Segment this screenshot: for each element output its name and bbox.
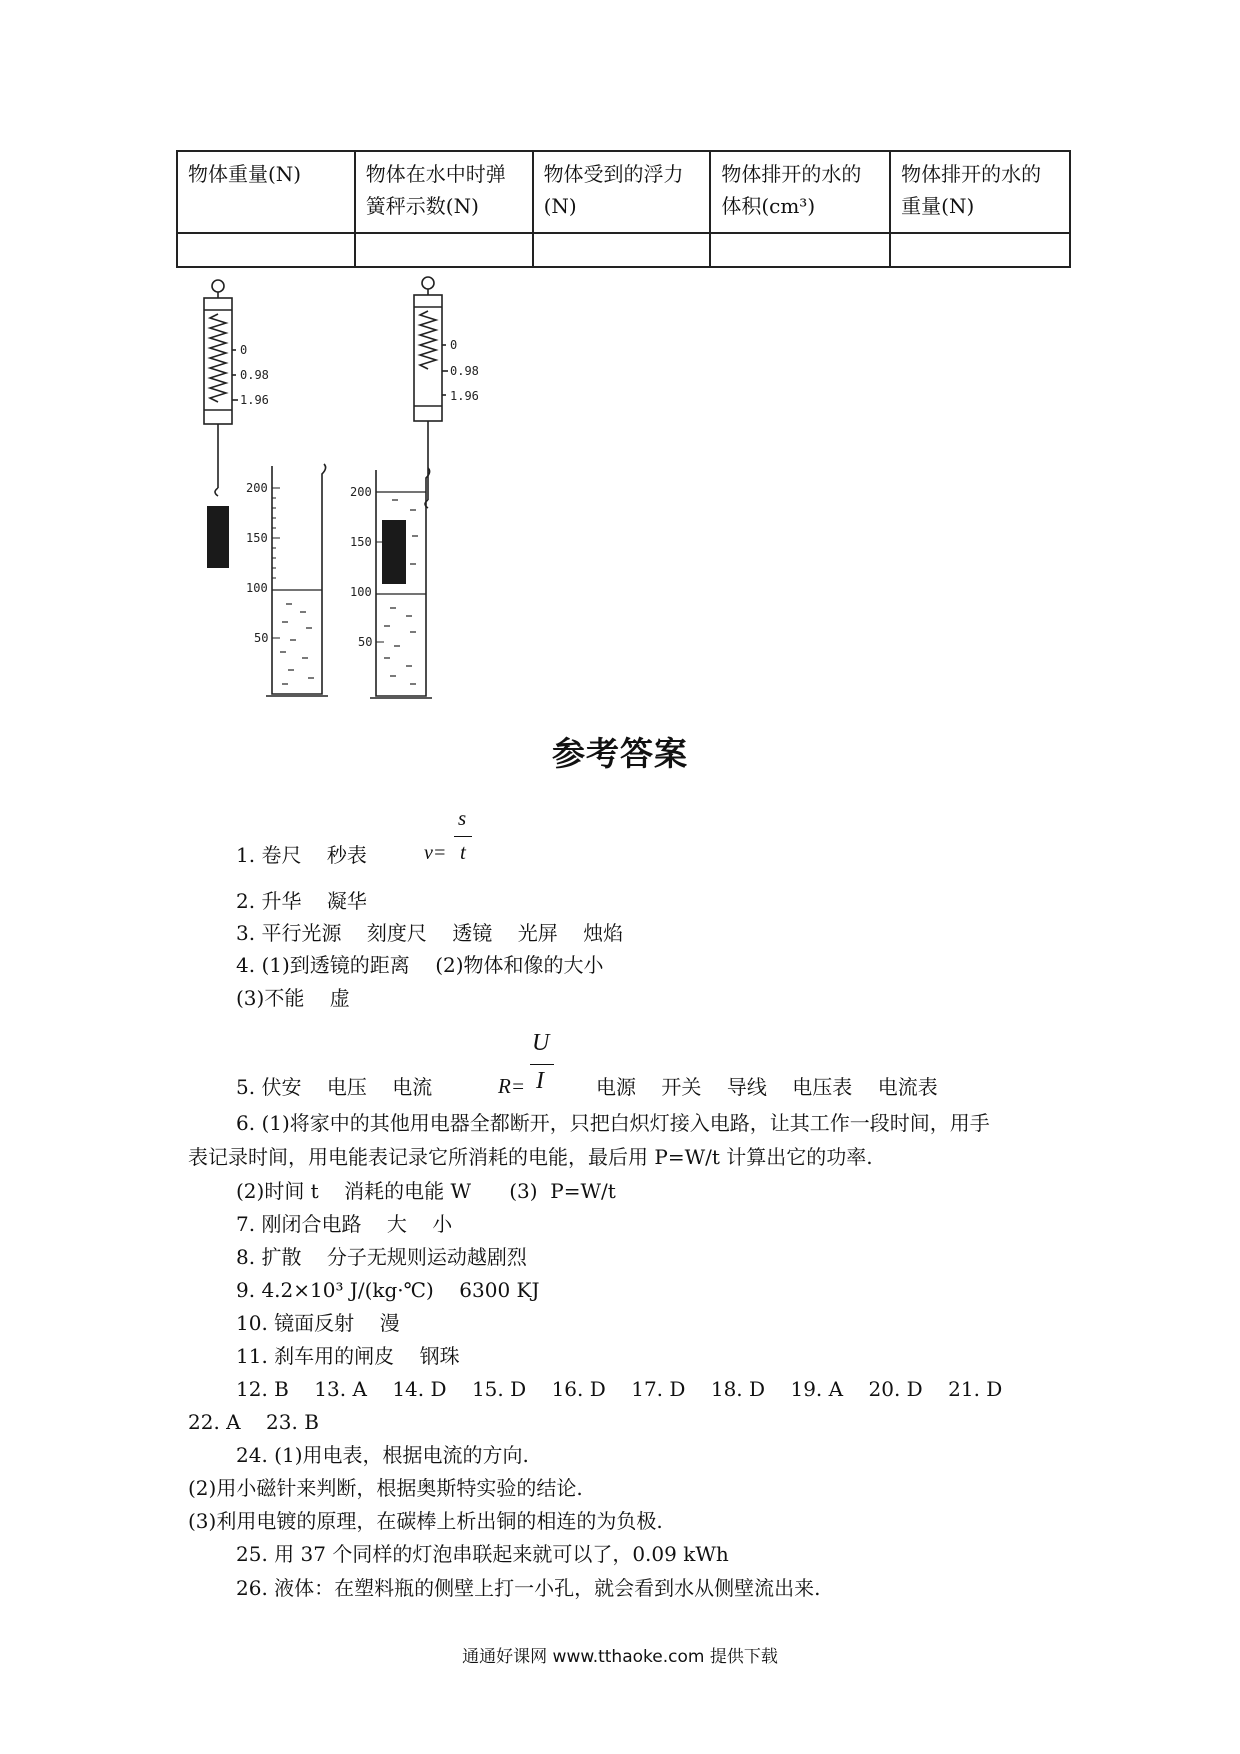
- graduated-cylinder-left: [266, 464, 328, 696]
- buoyancy-data-table: [176, 150, 1071, 268]
- scale-label: 1.96: [450, 389, 479, 403]
- fraction-bar: [530, 1064, 554, 1065]
- fraction-denominator: t: [460, 840, 466, 864]
- answer-1-v: v=: [424, 842, 447, 864]
- answer-11: 11. 刹车用的闸皮 钢珠: [236, 1344, 460, 1368]
- table-cell: [533, 233, 711, 267]
- fraction-numerator: U: [532, 1030, 550, 1056]
- table-header-row: [177, 151, 1070, 233]
- cylinder-tick-label: 100: [350, 585, 372, 599]
- cylinder-tick-label: 100: [246, 581, 268, 595]
- answer-5-r: R=: [498, 1074, 525, 1098]
- fraction-bar: [454, 836, 472, 837]
- weight-block-submerged: [382, 520, 406, 584]
- scale-label: 1.96: [240, 393, 269, 407]
- scale-label: 0.98: [240, 368, 269, 382]
- answer-4-line2: (3)不能 虚: [236, 986, 350, 1010]
- table-cell: [177, 233, 355, 267]
- weight-block-left: [207, 506, 229, 568]
- fraction-denominator: I: [536, 1068, 544, 1094]
- cylinder-tick-label: 50: [254, 631, 269, 645]
- scale-label: 0.98: [450, 364, 479, 378]
- answer-3: 3. 平行光源 刻度尺 透镜 光屏 烛焰: [236, 921, 624, 945]
- cylinder-tick-label: 150: [246, 531, 268, 545]
- answer-5-pre: 5. 伏安 电压 电流: [236, 1075, 433, 1099]
- page-heading: 参考答案: [552, 734, 688, 773]
- answer-9: 9. 4.2×10³ J/(kg·℃) 6300 KJ: [236, 1278, 540, 1302]
- table-cell: [710, 233, 890, 267]
- answer-26: 26. 液体：在塑料瓶的侧壁上打一小孔，就会看到水从侧壁流出来.: [236, 1576, 821, 1600]
- footer-credit: 通通好课网 www.tthaoke.com 提供下载: [462, 1647, 778, 1667]
- header-cell-buoyancy: 物体受到的浮力 (N): [533, 151, 711, 233]
- answer-6-line1: 6. (1)将家中的其他用电器全都断开，只把白炽灯接入电路，让其工作一段时间，用手: [236, 1111, 990, 1135]
- answer-7: 7. 刚闭合电路 大 小: [236, 1212, 453, 1236]
- scale-label: 0: [240, 343, 248, 357]
- answer-12-line1: 12. B 13. A 14. D 15. D 16. D 17. D 18. D 19. A 20. D 21. D: [236, 1377, 1003, 1401]
- answer-24-line3: (3)利用电镀的原理，在碳棒上析出铜的相连的为负极.: [188, 1509, 663, 1533]
- water-dashes-left: [280, 604, 314, 684]
- fraction-s-over-t: [452, 806, 474, 876]
- answer-10: 10. 镜面反射 漫: [236, 1311, 400, 1335]
- header-cell-displaced-weight: 物体排开的水的 重量(N): [890, 151, 1070, 233]
- answer-2: 2. 升华 凝华: [236, 889, 367, 913]
- header-cell-weight: 物体重量(N): [177, 151, 355, 233]
- answer-24-line2: (2)用小磁针来判断，根据奥斯特实验的结论.: [188, 1476, 583, 1500]
- answer-12-line2: 22. A 23. B: [188, 1410, 319, 1434]
- answer-6-line2: 表记录时间，用电能表记录它所消耗的电能，最后用 P=W/t 计算出它的功率.: [188, 1145, 873, 1169]
- answer-4-line1: 4. (1)到透镜的距离 (2)物体和像的大小: [236, 953, 604, 977]
- experiment-diagram: [170, 274, 590, 714]
- fraction-numerator: s: [458, 806, 467, 830]
- answer-1: 1. 卷尺 秒表: [236, 843, 367, 867]
- spring-scale-left: [204, 280, 238, 496]
- header-cell-displaced-volume: 物体排开的水的 体积(cm³): [710, 151, 890, 233]
- scale-label: 0: [450, 338, 458, 352]
- cylinder-tick-label: 200: [246, 481, 268, 495]
- answer-8: 8. 扩散 分子无规则运动越剧烈: [236, 1245, 527, 1269]
- experiment-figure: [170, 274, 590, 714]
- answer-6-line3: (2)时间 t 消耗的电能 W (3) P=W/t: [236, 1179, 616, 1203]
- fraction-u-over-i: [528, 1030, 556, 1106]
- table-cell: [355, 233, 533, 267]
- table-row-empty: [177, 233, 1070, 267]
- table-cell: [890, 233, 1070, 267]
- answer-5-post: 电源 开关 导线 电压表 电流表: [596, 1075, 938, 1099]
- cylinder-tick-label: 150: [350, 535, 372, 549]
- cylinder-tick-label: 200: [350, 485, 372, 499]
- answer-24-line1: 24. (1)用电表，根据电流的方向.: [236, 1443, 529, 1467]
- spring-scale-right: [414, 277, 448, 508]
- header-cell-scale-reading: 物体在水中时弹 簧秤示数(N): [355, 151, 533, 233]
- answer-25: 25. 用 37 个同样的灯泡串联起来就可以了，0.09 kWh: [236, 1542, 729, 1566]
- cylinder-tick-label: 50: [358, 635, 373, 649]
